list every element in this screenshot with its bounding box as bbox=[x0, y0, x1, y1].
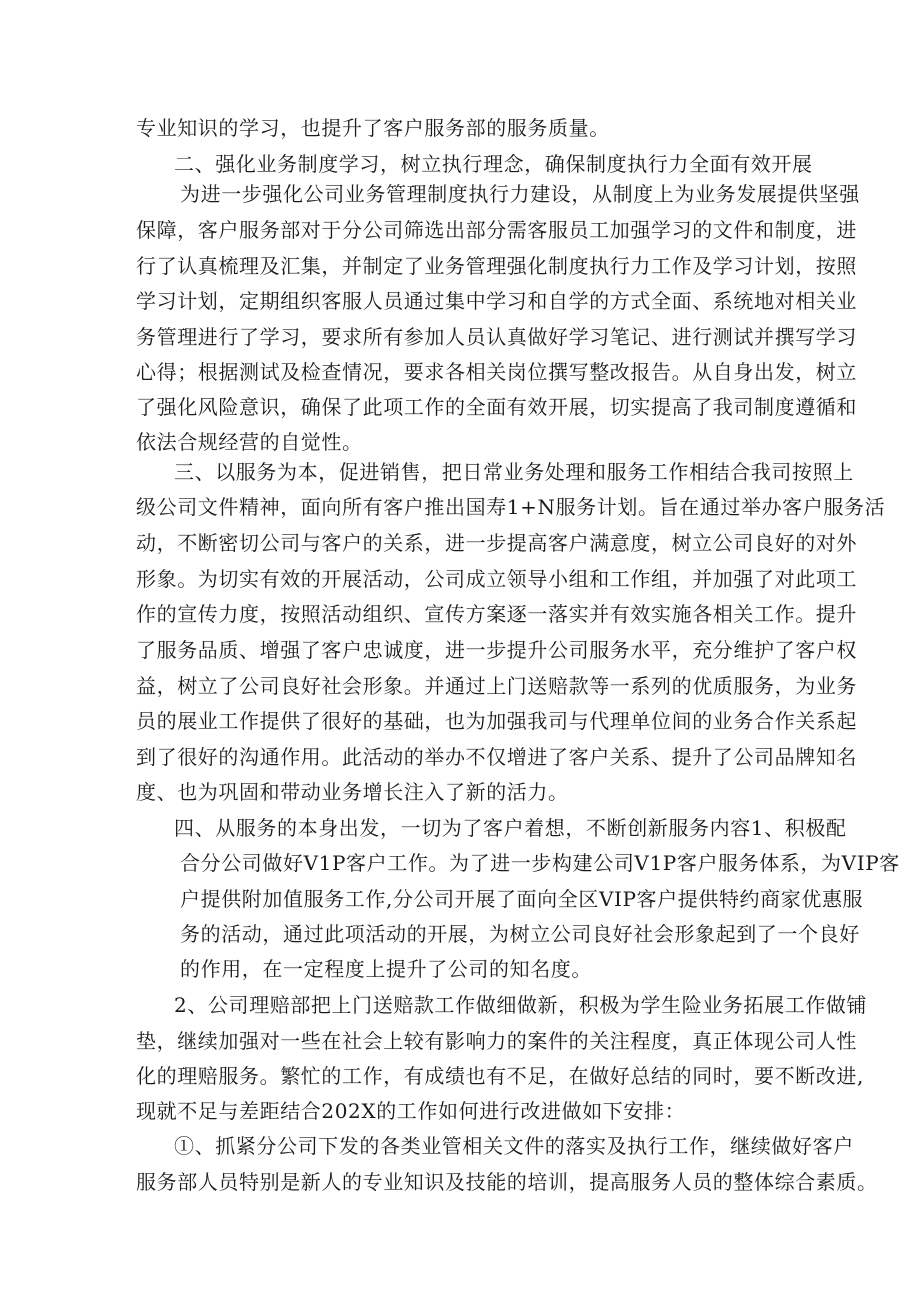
text-line: 为进一步强化公司业务管理制度执行力建设，从制度上为业务发展提供坚强 bbox=[180, 182, 860, 206]
text-line: 了强化风险意识，确保了此项工作的全面有效开展，切实提高了我司制度遵循和 bbox=[136, 395, 857, 419]
section-heading: 二、强化业务制度学习，树立执行理念，确保制度执行力全面有效开展 bbox=[174, 152, 813, 176]
text-line: 度、也为巩固和带动业务增长注入了新的活力。 bbox=[136, 780, 569, 804]
text-line: 到了很好的沟通作用。此活动的举办不仅增进了客户关系、提升了公司品牌知名 bbox=[136, 745, 857, 769]
text-line: 作的宣传力度，按照活动组织、宣传方案逐一落实并有效实施各相关工作。提升 bbox=[136, 602, 857, 626]
text-line: 务管理进行了学习，要求所有参加人员认真做好学习笔记、进行测试并撰写学习 bbox=[136, 325, 857, 349]
text-line: 垫，继续加强对一些在社会上较有影响力的案件的关注程度，真正体现公司人性 bbox=[136, 1029, 857, 1053]
section-heading: 四、从服务的本身出发，一切为了客户着想，不断创新服务内容1、积极配 bbox=[174, 816, 847, 840]
text-line: 化的理赔服务。繁忙的工作，有成绩也有不足，在做好总结的同时，要不断改进, bbox=[136, 1064, 864, 1088]
text-line: 动，不断密切公司与客户的关系，进一步提高客户满意度，树立公司良好的对外 bbox=[136, 531, 857, 555]
text-line: 形象。为切实有效的开展活动，公司成立领导小组和工作组，并加强了对此项工 bbox=[136, 567, 857, 591]
text-line: 专业知识的学习，也提升了客户服务部的服务质量。 bbox=[136, 116, 610, 140]
text-line: 益，树立了公司良好社会形象。并通过上门送赔款等一系列的优质服务，为业务 bbox=[136, 674, 857, 698]
text-line: 依法合规经营的自觉性。 bbox=[136, 430, 363, 454]
text-line: 的作用，在一定程度上提升了公司的知名度。 bbox=[180, 957, 592, 981]
section-heading: 2、公司理赔部把上门送赔款工作做细做新，积极为学生险业务拓展工作做铺 bbox=[174, 993, 868, 1017]
section-heading: 三、以服务为本，促进销售，把日常业务处理和服务工作相结合我司按照上 bbox=[174, 460, 854, 484]
text-line: 行了认真梳理及汇集，并制定了业务管理强化制度执行力工作及学习计划，按照 bbox=[136, 254, 857, 278]
text-line: 合分公司做好V1P客户工作。为了进一步构建公司V1P客户服务体系，为VIP客 bbox=[180, 851, 900, 875]
text-line: 学习计划，定期组织客服人员通过集中学习和自学的方式全面、系统地对相关业 bbox=[136, 289, 857, 313]
text-line: 务的活动，通过此项活动的开展，为树立公司良好社会形象起到了一个良好 bbox=[180, 922, 860, 946]
text-line: 了服务品质、增强了客户忠诚度，进一步提升公司服务水平，充分维护了客户权 bbox=[136, 638, 857, 662]
text-line: 服务部人员特别是新人的专业知识及技能的培训，提高服务人员的整体综合素质。 bbox=[136, 1170, 878, 1194]
text-line: 户提供附加值服务工作,分公司开展了面向全区VIP客户提供特约商家优惠服 bbox=[180, 887, 864, 911]
text-line: 心得；根据测试及检查情况，要求各相关岗位撰写整改报告。从自身出发，树立 bbox=[136, 360, 857, 384]
text-line: 现就不足与差距结合202X的工作如何进行改进做如下安排： bbox=[136, 1099, 686, 1123]
text-line: 保障，客户服务部对于分公司筛选出部分需客服员工加强学习的文件和制度，进 bbox=[136, 218, 857, 242]
text-line: 员的展业工作提供了很好的基础，也为加强我司与代理单位间的业务合作关系起 bbox=[136, 709, 857, 733]
text-line: 级公司文件精神，面向所有客户推出国寿1+N服务计划。旨在通过举办客户服务活 bbox=[136, 495, 886, 519]
list-item: ①、抓紧分公司下发的各类业管相关文件的落实及执行工作，继续做好客户 bbox=[174, 1134, 854, 1158]
